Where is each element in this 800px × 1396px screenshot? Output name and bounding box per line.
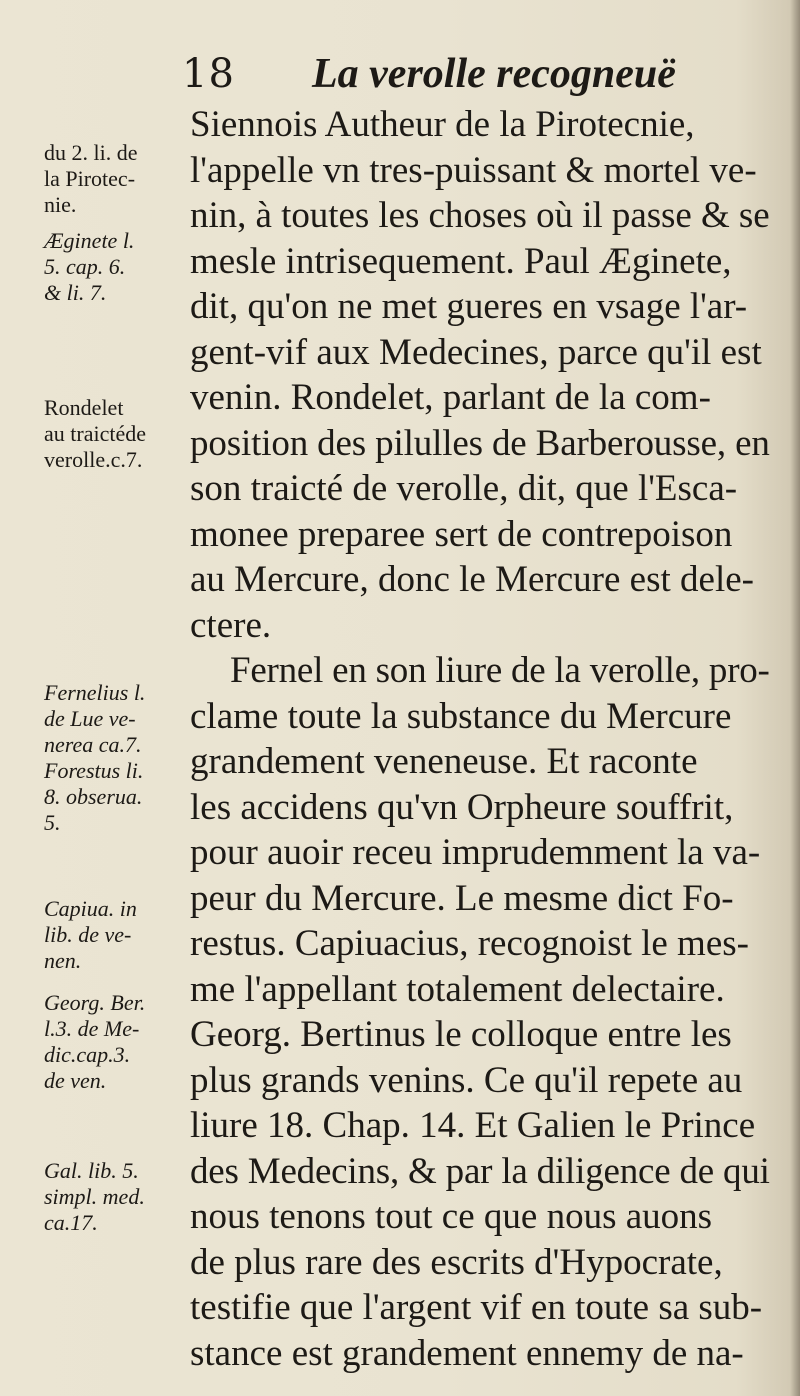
margin-note-line: Gal. lib. 5.	[44, 1158, 139, 1183]
text-line: l'appelle vn tres-puissant & mortel ve-	[190, 149, 757, 191]
text-line: Fernel en son liure de la verolle, pro-	[230, 650, 770, 691]
text-line: venin. Rondelet, parlant de la com-	[190, 377, 711, 418]
page-header	[182, 44, 682, 104]
text-line: testifie que l'argent vif en toute sa sub-	[190, 1287, 763, 1328]
margin-note-line: Georg. Ber.	[44, 990, 146, 1015]
text-line: grandement veneneuse. Et raconte	[190, 741, 698, 782]
margin-note	[44, 990, 194, 1094]
text-line: monee preparee sert de contrepoison	[190, 513, 733, 555]
margin-note-line: 5. cap. 6.	[44, 254, 126, 279]
text-line: peur du Mercure. Le mesme dict Fo-	[190, 877, 734, 919]
text-line: de plus rare des escrits d'Hypocrate,	[190, 1241, 723, 1283]
text-line: ctere.	[190, 604, 272, 646]
text-line: gent-vif aux Medecines, parce qu'il est	[190, 331, 762, 373]
text-line: les accidens qu'vn Orpheure souffrit,	[190, 786, 734, 828]
margin-note-line: Æginete l.	[44, 228, 135, 253]
margin-note-line: nerea ca.7.	[44, 732, 142, 757]
text-line: Siennois Autheur de la Pirotecnie,	[190, 104, 695, 145]
text-line: plus grands venins. Ce qu'il repete au	[190, 1059, 743, 1101]
margin-note-line: Capiua. in	[44, 896, 137, 921]
margin-note-line: la Pirotec-	[44, 166, 136, 191]
margin-note	[44, 140, 194, 218]
text-line: au Mercure, donc le Mercure est dele-	[190, 559, 754, 600]
margin-note	[44, 228, 194, 306]
margin-note-line: nen.	[44, 948, 82, 973]
running-title: La verolle recogneuë	[312, 51, 676, 97]
margin-note-line: dic.cap.3.	[44, 1042, 131, 1067]
margin-note-line: 5.	[44, 810, 61, 835]
margin-note-line: du 2. li. de	[44, 140, 138, 165]
margin-note-line: verolle.c.7.	[44, 447, 143, 472]
text-line: liure 18. Chap. 14. Et Galien le Prince	[190, 1105, 756, 1146]
text-line: stance est grandement ennemy de na-	[190, 1332, 744, 1374]
text-line: clame toute la substance du Mercure	[190, 695, 732, 737]
text-line: Georg. Bertinus le colloque entre les	[190, 1014, 732, 1055]
margin-note-line: de ven.	[44, 1068, 107, 1093]
margin-note-line: & li. 7.	[44, 280, 107, 305]
margin-note-line: Fernelius l.	[44, 680, 146, 705]
margin-note-line: nie.	[44, 192, 77, 217]
text-line: des Medecins, & par la diligence de qui	[190, 1150, 770, 1192]
body-text	[190, 102, 770, 1376]
margin-note-line: 8. obserua.	[44, 784, 143, 809]
page-edge-shadow	[790, 0, 800, 1396]
text-line: position des pilulles de Barberousse, en	[190, 422, 770, 464]
text-line: son traicté de verolle, dit, que l'Esca-	[190, 468, 738, 509]
text-line: nous tenons tout ce que nous auons	[190, 1196, 713, 1237]
text-line: me l'appellant totalement delectaire.	[190, 968, 725, 1010]
margin-note-line: de Lue ve-	[44, 706, 136, 731]
margin-note-line: lib. de ve-	[44, 922, 132, 947]
text-line: pour auoir receu imprudemment la va-	[190, 832, 761, 873]
margin-note	[44, 1158, 194, 1236]
margin-note-line: Rondelet	[44, 395, 124, 420]
margin-note-line: simpl. med.	[44, 1184, 145, 1209]
margin-note-line: au traictéde	[44, 421, 146, 446]
text-line: nin, à toutes les choses où il passe & se	[190, 195, 770, 236]
text-line: mesle intrisequement. Paul Æginete,	[190, 240, 732, 282]
text-line: restus. Capiuacius, recognoist le mes-	[190, 923, 749, 964]
margin-note	[44, 680, 194, 836]
margin-note	[44, 896, 194, 974]
page-number: 18	[182, 51, 235, 97]
text-line: dit, qu'on ne met gueres en vsage l'ar-	[190, 286, 748, 327]
margin-note	[44, 395, 194, 473]
margin-note-line: l.3. de Me-	[44, 1016, 140, 1041]
margin-note-line: Forestus li.	[44, 758, 144, 783]
margin-note-line: ca.17.	[44, 1210, 98, 1235]
